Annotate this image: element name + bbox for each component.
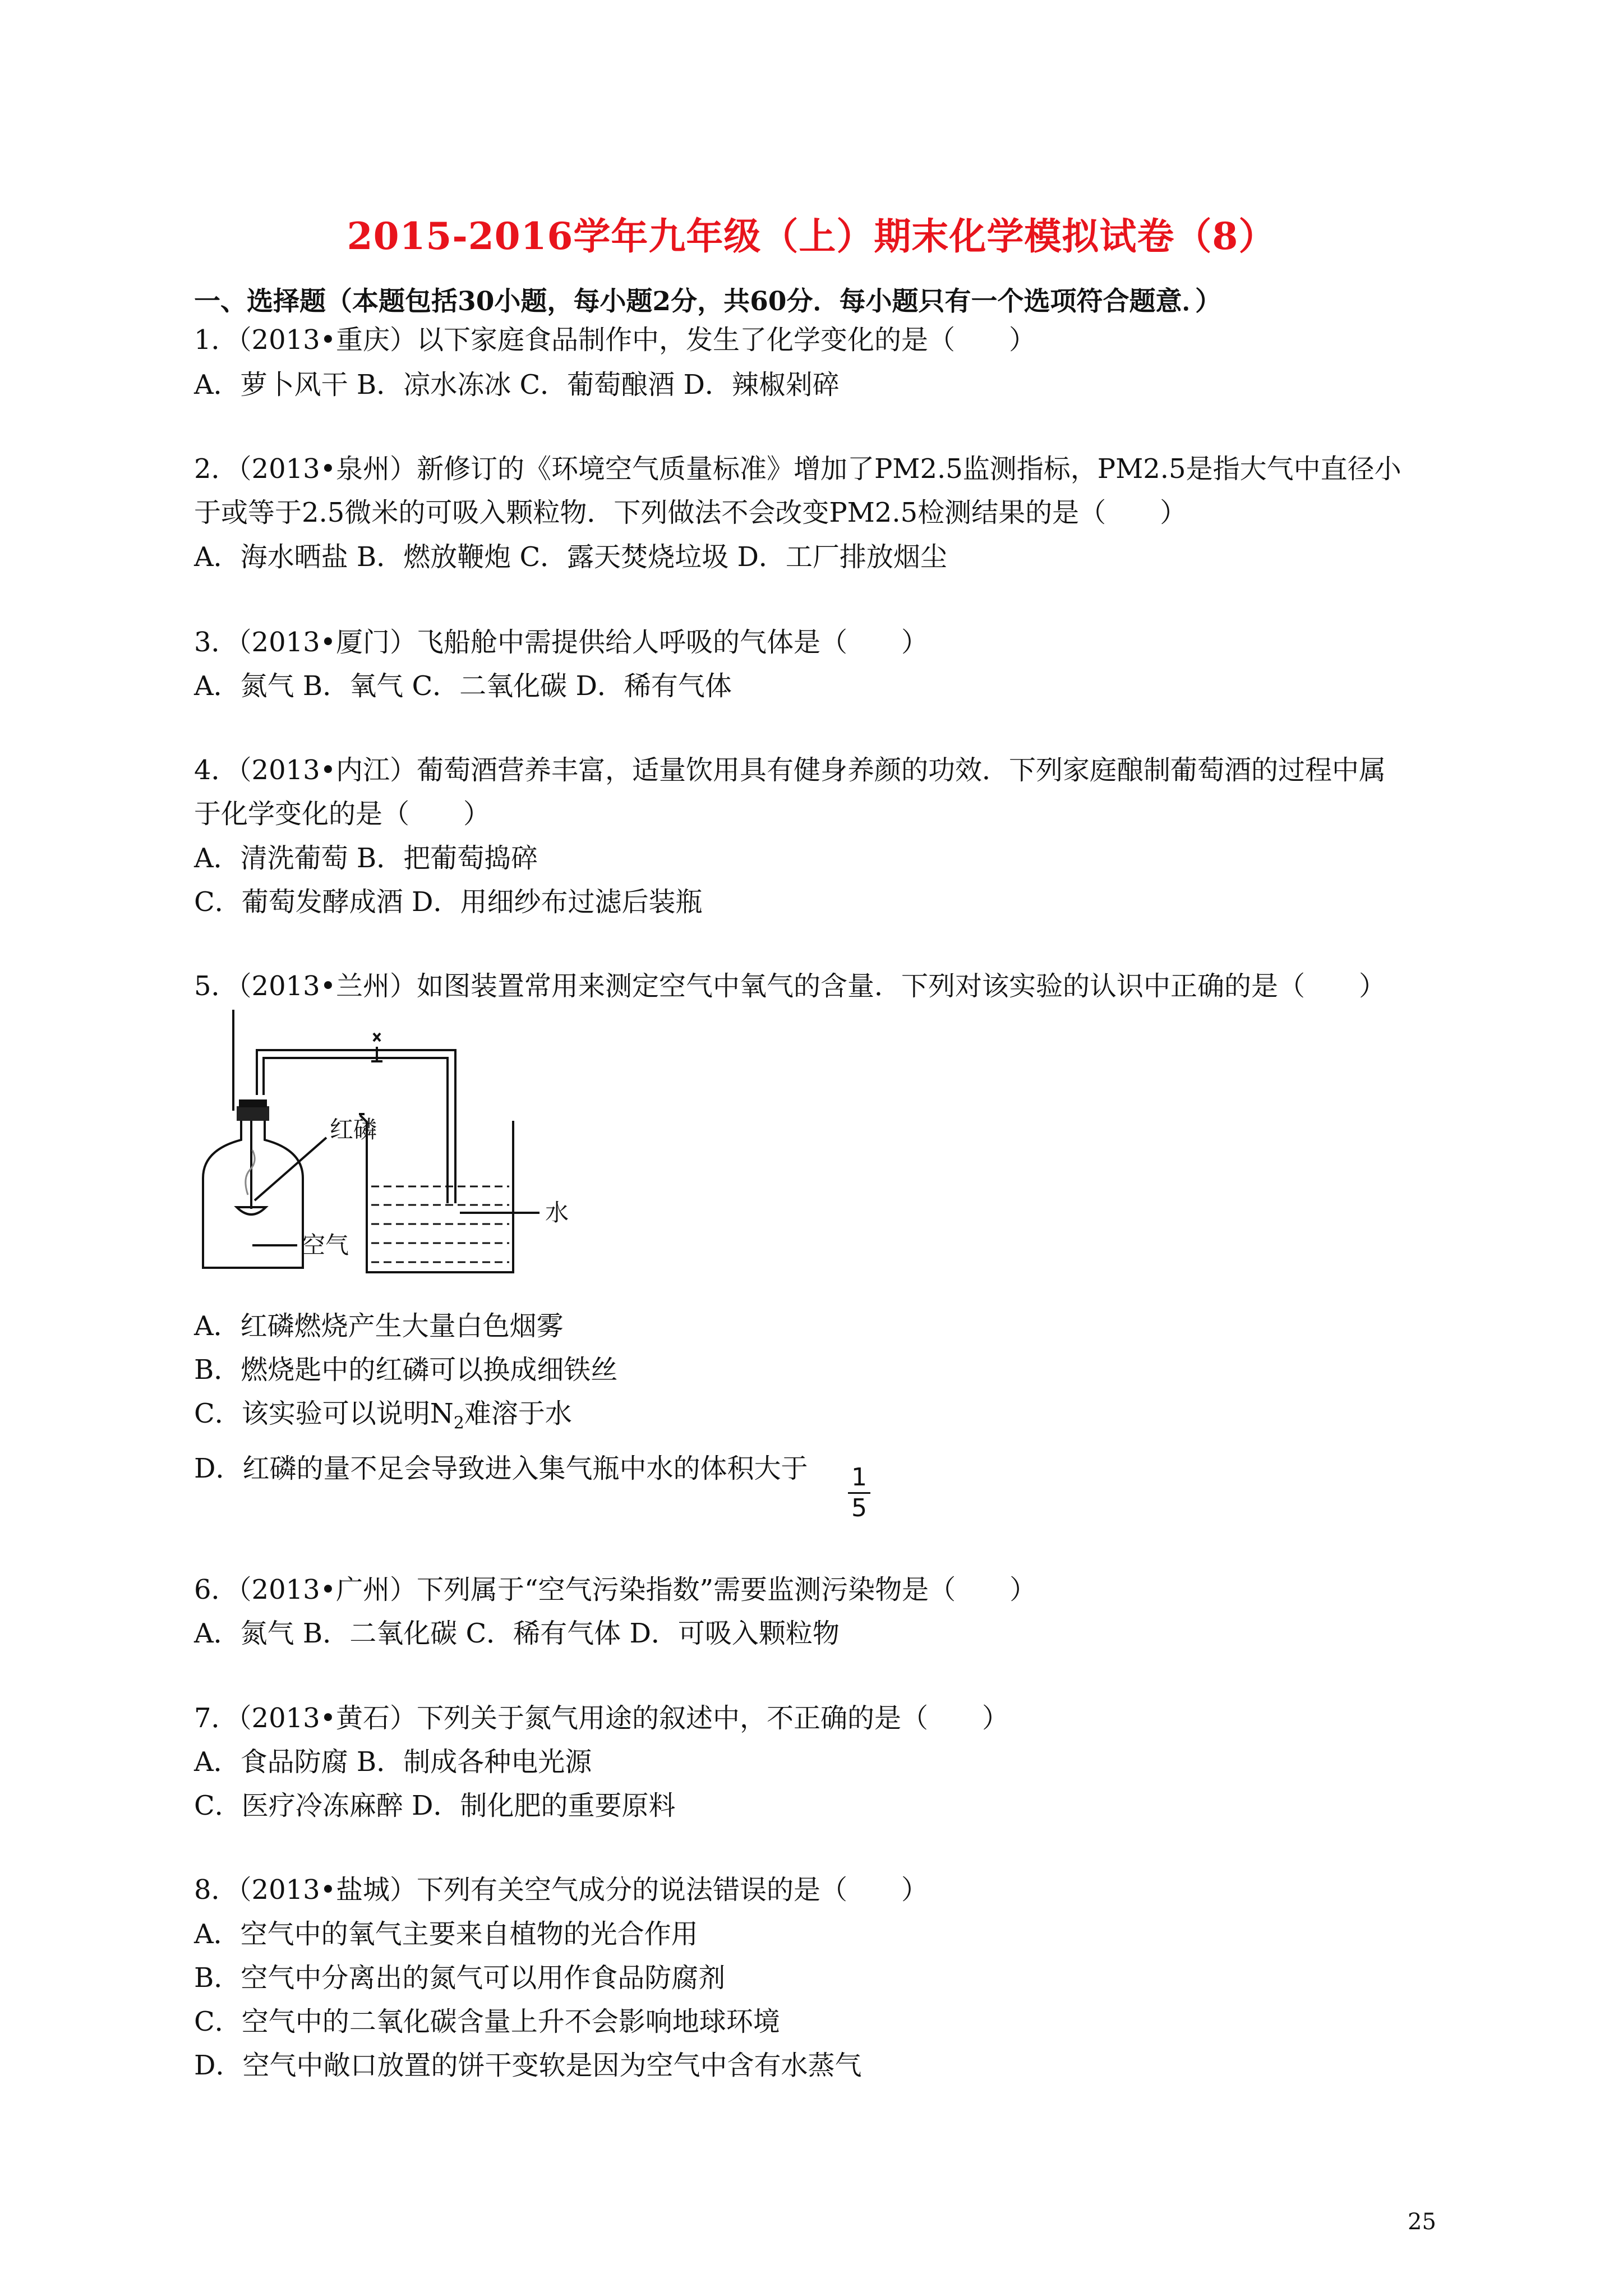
q6-options: A．氮气 B．二氧化碳 C．稀有气体 D．可吸入颗粒物 [194, 1618, 840, 1649]
q2-stem-line1: 2．（2013•泉州）新修订的《环境空气质量标准》增加了PM2.5监测指标，PM2.5是指大气中直径小 [194, 453, 1401, 485]
q5-option-c: C．该实验可以说明$N_2$难溶于水 [194, 1398, 572, 1433]
oxygen-measurement-apparatus-figure [196, 1010, 600, 1290]
q8-option-a: A．空气中的氧气主要来自植物的光合作用 [194, 1918, 698, 1950]
q1-options: A．萝卜风干 B．凉水冻冰 C．葡萄酿酒 D．辣椒剁碎 [194, 369, 840, 401]
q8-option-c: C．空气中的二氧化碳含量上升不会影响地球环境 [194, 2006, 780, 2037]
fraction-denominator: 5 [851, 1494, 867, 1522]
q8-option-d: D．空气中敞口放置的饼干变软是因为空气中含有水蒸气 [194, 2050, 862, 2081]
exam-title: 2015-2016学年九年级（上）期末化学模拟试卷（8） [347, 214, 1276, 258]
q4-options-line1: A．清洗葡萄 B．把葡萄捣碎 [194, 843, 538, 874]
q1-stem: 1．（2013•重庆）以下家庭食品制作中，发生了化学变化的是（ ） [194, 324, 1036, 356]
q2-stem-line2: 于或等于2.5微米的可吸入颗粒物．下列做法不会改变PM2.5检测结果的是（ ） [194, 497, 1187, 528]
page-number: 25 [1408, 2209, 1436, 2235]
q7-stem: 7．（2013•黄石）下列关于氮气用途的叙述中，不正确的是（ ） [194, 1703, 1009, 1734]
q4-stem-line1: 4．（2013•内江）葡萄酒营养丰富，适量饮用具有健身养颜的功效．下列家庭酿制葡萄酒的过程中属 [194, 754, 1386, 786]
label-air: 空气 [302, 1231, 349, 1259]
q4-options-line2: C．葡萄发酵成酒 D．用细纱布过滤后装瓶 [194, 886, 703, 918]
q5-option-a: A．红磷燃烧产生大量白色烟雾 [194, 1310, 564, 1342]
q3-stem: 3．（2013•厦门）飞船舱中需提供给人呼吸的气体是（ ） [194, 627, 929, 658]
section-heading: 一、选择题（本题包括30小题，每小题2分，共60分．每小题只有一个选项符合题意．） [194, 286, 1222, 317]
fraction-numerator: 1 [851, 1463, 867, 1492]
q7-options-line2: C．医疗冷冻麻醉 D．制化肥的重要原料 [194, 1790, 676, 1821]
q8-stem: 8．（2013•盐城）下列有关空气成分的说法错误的是（ ） [194, 1874, 929, 1906]
q5-option-b: B．燃烧匙中的红磷可以换成细铁丝 [194, 1354, 618, 1386]
q3-options: A．氮气 B．氧气 C．二氧化碳 D．稀有气体 [194, 670, 732, 702]
fraction-one-fifth [848, 1465, 870, 1521]
q4-stem-line2: 于化学变化的是（ ） [194, 798, 491, 830]
q6-stem: 6．（2013•广州）下列属于“空气污染指数”需要监测污染物是（ ） [194, 1574, 1037, 1605]
label-phosphorus: 红磷 [330, 1116, 377, 1143]
q5-stem: 5．（2013•兰州）如图装置常用来测定空气中氧气的含量．下列对该实验的认识中正确的是（ ） [194, 970, 1386, 1002]
water-hatching [371, 1186, 509, 1262]
label-water: 水 [545, 1199, 569, 1226]
q8-option-b: B．空气中分离出的氮气可以用作食品防腐剂 [194, 1962, 726, 1994]
q5-option-d: D．红磷的量不足会导致进入集气瓶中水的体积大于 [194, 1453, 808, 1484]
subscript-2: 2 [453, 1413, 464, 1433]
q7-options-line1: A．食品防腐 B．制成各种电光源 [194, 1746, 592, 1778]
q2-options: A．海水晒盐 B．燃放鞭炮 C．露天焚烧垃圾 D．工厂排放烟尘 [194, 541, 947, 573]
